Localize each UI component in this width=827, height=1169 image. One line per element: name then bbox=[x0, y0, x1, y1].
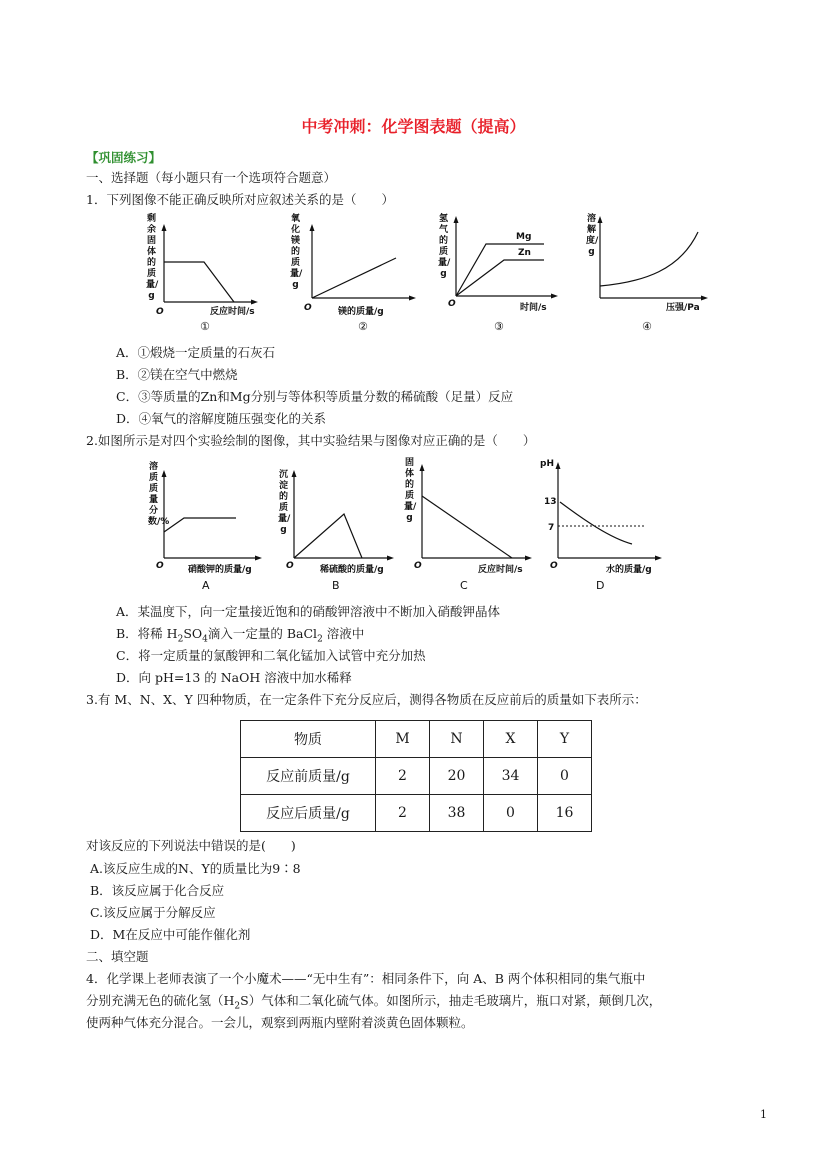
page-number: 1 bbox=[760, 1108, 767, 1121]
q1-g2-ylabel: 氧化镁的质量/g bbox=[290, 214, 303, 290]
table-cell: 反应前质量/g bbox=[241, 758, 376, 795]
q1-g1-ylabel: 剩余固体的质量/g bbox=[146, 214, 159, 301]
q2-gc-origin: O bbox=[414, 561, 422, 571]
q2-ga-xlabel: 硝酸钾的质量/g bbox=[188, 565, 252, 575]
q2-graph-b bbox=[284, 456, 417, 592]
page-title: 中考冲刺：化学图表题（提高） bbox=[301, 117, 526, 136]
q1-g2-xlabel: 镁的质量/g bbox=[338, 307, 384, 317]
q4-line-2: 分别充满无色的硫化氢$(H_2S)$气体和二氧化硫气体。如图所示，抽走毛玻璃片，瓶口对紧，颠倒几次， bbox=[86, 993, 662, 1012]
q1-g4-num: ④ bbox=[642, 320, 652, 333]
table-cell: 0 bbox=[538, 758, 592, 795]
q2-gd-tick-7: 7 bbox=[548, 523, 555, 533]
part1-heading: 一、选择题（每小题只有一个选项符合题意） bbox=[86, 170, 337, 185]
q2-stem: 2.如图所示是对四个实验绘制的图像，其中实验结果与图像对应正确的是（ ） bbox=[86, 433, 536, 448]
q2-option-d[interactable]: D．向 pH=13 的 NaOH 溶液中加水稀释 bbox=[116, 670, 352, 685]
q2-ga-ylabel: 溶质质量分数/% bbox=[148, 462, 170, 527]
q3-option-b[interactable]: B．该反应属于化合反应 bbox=[90, 883, 225, 898]
q1-g1-xlabel: 反应时间/s bbox=[210, 307, 255, 317]
q1-option-b[interactable]: B．②镁在空气中燃烧 bbox=[116, 367, 238, 382]
table-cell: 反应后质量/g bbox=[241, 795, 376, 832]
table-header-cell: N bbox=[430, 721, 484, 758]
q1-option-c[interactable]: C．③等质量的Zn和Mg分别与等体积等质量分数的稀硫酸（足量）反应 bbox=[116, 389, 514, 404]
part2-heading: 二、填空题 bbox=[86, 949, 149, 964]
table-cell: 0 bbox=[484, 795, 538, 832]
q1-g1-num: ① bbox=[200, 320, 210, 333]
q1-g3-ylabel: 氢气的质量/g bbox=[438, 214, 451, 279]
q2-gd-xlabel: 水的质量/g bbox=[606, 565, 652, 575]
q3-question: 对该反应的下列说法中错误的是( ) bbox=[86, 838, 296, 853]
table-cell: 2 bbox=[376, 795, 430, 832]
q1-option-a[interactable]: A．①煅烧一定质量的石灰石 bbox=[116, 345, 276, 360]
table-row bbox=[241, 795, 592, 832]
q3-stem: 3.有 M、N、X、Y 四种物质，在一定条件下充分反应后，测得各物质在反应前后的质量如下表所示： bbox=[86, 692, 647, 707]
q1-g3-xlabel: 时间/s bbox=[520, 303, 547, 313]
table-cell: 34 bbox=[484, 758, 538, 795]
q1-g1-origin: O bbox=[156, 307, 164, 317]
q2-gd-origin: O bbox=[550, 561, 558, 571]
q2-gb-origin: O bbox=[286, 561, 294, 571]
q1-g3-line-mg: Mg bbox=[516, 232, 532, 242]
q4-line-3: 使两种气体充分混合。一会儿，观察到两瓶内壁附着淡黄色固体颗粒。 bbox=[86, 1015, 474, 1030]
q1-graph-1 bbox=[150, 210, 280, 340]
q2-gc-ylabel: 固体的质量/g bbox=[404, 458, 417, 523]
table-row bbox=[241, 721, 592, 758]
q2-gc-letter: C bbox=[460, 579, 468, 592]
table-header-cell: X bbox=[484, 721, 538, 758]
q1-g2-num: ② bbox=[358, 320, 368, 333]
q2-gd-tick-13: 13 bbox=[544, 497, 557, 507]
q1-option-d[interactable]: D．④氧气的溶解度随压强变化的关系 bbox=[116, 411, 327, 426]
q2-gd-letter: D bbox=[596, 579, 605, 592]
q2-gb-xlabel: 稀硫酸的质量/g bbox=[320, 565, 384, 575]
q2-gb-letter: B bbox=[332, 579, 340, 592]
q1-g4-xlabel: 压强/Pa bbox=[666, 303, 700, 313]
table-cell: 16 bbox=[538, 795, 592, 832]
q1-g4-ylabel: 溶解度/g bbox=[586, 214, 599, 257]
q4-line-1: 4．化学课上老师表演了一个小魔术——“无中生有”：相同条件下，向 A、B 两个体积相同的集气瓶中 bbox=[86, 971, 646, 986]
table-row bbox=[241, 758, 592, 795]
table-header-cell: 物质 bbox=[241, 721, 376, 758]
q2-gc-xlabel: 反应时间/s bbox=[478, 565, 523, 575]
q1-graph-3 bbox=[448, 210, 578, 340]
table-header-cell: M bbox=[376, 721, 430, 758]
q2-option-a[interactable]: A．某温度下，向一定量接近饱和的硝酸钾溶液中不断加入硝酸钾晶体 bbox=[116, 604, 501, 619]
q1-g3-num: ③ bbox=[494, 320, 504, 333]
q1-graph-2 bbox=[300, 210, 430, 340]
q1-stem: 1．下列图像不能正确反映所对应叙述关系的是（ ） bbox=[86, 192, 394, 207]
q3-option-d[interactable]: D．M在反应中可能作催化剂 bbox=[90, 927, 251, 942]
q1-graph-4 bbox=[594, 210, 724, 340]
q2-option-b[interactable]: B．将稀 $H_2SO_4$滴入一定量的 BaCl$_2$ 溶液中 bbox=[116, 626, 365, 645]
q1-g2-origin: O bbox=[304, 303, 312, 313]
q1-g3-line-zn: Zn bbox=[518, 248, 531, 258]
table-cell: 20 bbox=[430, 758, 484, 795]
section-tag: 【巩固练习】 bbox=[86, 150, 162, 165]
q2-ga-origin: O bbox=[156, 561, 164, 571]
table-cell: 2 bbox=[376, 758, 430, 795]
q2-graph-c bbox=[412, 456, 542, 591]
table-cell: 38 bbox=[430, 795, 484, 832]
q2-gb-ylabel: 沉淀的质量/g bbox=[278, 470, 291, 535]
q2-gd-ylabel: pH bbox=[540, 459, 554, 469]
table-header-cell: Y bbox=[538, 721, 592, 758]
q2-graph-a bbox=[150, 456, 280, 591]
q1-g3-origin: O bbox=[448, 299, 456, 309]
q2-option-c[interactable]: C．将一定质量的氯酸钾和二氧化锰加入试管中充分加热 bbox=[116, 648, 426, 663]
q2-ga-letter: A bbox=[202, 579, 210, 592]
q2-graph-d bbox=[538, 452, 668, 592]
q3-option-a[interactable]: A.该反应生成的N、Y的质量比为9∶8 bbox=[90, 861, 301, 876]
q3-option-c[interactable]: C.该反应属于分解反应 bbox=[90, 905, 216, 920]
q3-table bbox=[240, 720, 592, 832]
